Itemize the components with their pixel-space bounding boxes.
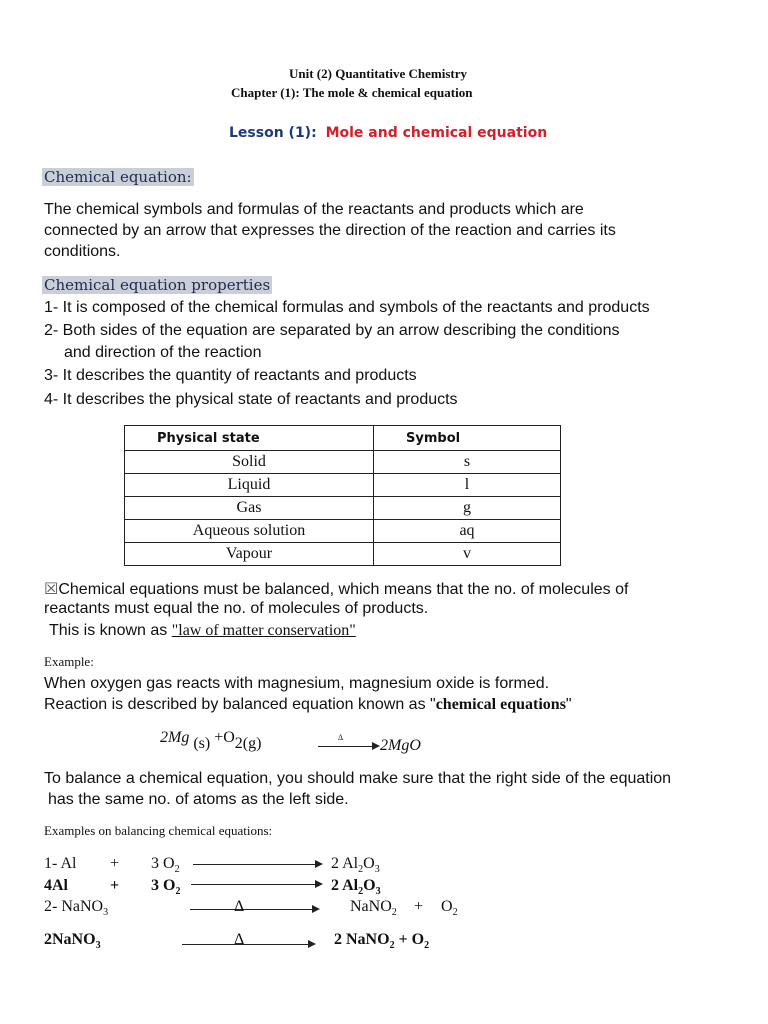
state-gas: (g) bbox=[242, 735, 262, 752]
eq4-reactant bbox=[44, 931, 101, 951]
chapter-title: Chapter (1): The mole & chemical equation bbox=[231, 85, 473, 100]
lesson-title: Mole and chemical equation bbox=[325, 125, 548, 141]
definition-line: connected by an arrow that expresses the direction of the reaction and carries its bbox=[44, 222, 616, 239]
reactant-mg: 2Mg bbox=[160, 729, 190, 746]
eq1-plus: + bbox=[110, 855, 120, 872]
symbol-cell: v bbox=[374, 543, 561, 566]
state-cell: Liquid bbox=[125, 474, 374, 497]
eq3-oxygen bbox=[441, 898, 458, 918]
delta-symbol: Δ bbox=[338, 733, 344, 742]
reaction-arrow bbox=[193, 864, 321, 865]
table-header-row bbox=[125, 426, 561, 451]
eq4-product bbox=[334, 931, 429, 951]
unit-title: Unit (2) Quantitative Chemistry bbox=[289, 66, 468, 81]
delta-symbol: Δ bbox=[234, 898, 245, 915]
example-line bbox=[44, 696, 572, 714]
balance-note-line bbox=[44, 579, 628, 599]
balance-text: Chemical equations must be balanced, which means that the no. of molecules of bbox=[58, 581, 629, 598]
table-row bbox=[125, 451, 561, 474]
table-row bbox=[125, 474, 561, 497]
magnesium-equation bbox=[160, 729, 262, 752]
reaction-arrow bbox=[191, 884, 321, 885]
state-cell: Vapour bbox=[125, 543, 374, 566]
symbol-cell: g bbox=[374, 497, 561, 520]
balance-note-line bbox=[49, 622, 356, 640]
property-item: 1- It is composed of the chemical formulas and symbols of the reactants and products bbox=[44, 299, 650, 316]
state-cell: Solid bbox=[125, 451, 374, 474]
reaction-arrow bbox=[182, 944, 314, 945]
eq2-plus: + bbox=[110, 877, 120, 894]
sub: 2 bbox=[424, 940, 430, 952]
property-item: 2- Both sides of the equation are separated by an arrow describing the conditions bbox=[44, 322, 620, 339]
eq1-reactant: 1- Al bbox=[44, 855, 77, 872]
balance-tip-line: has the same no. of atoms as the left side. bbox=[48, 791, 349, 808]
table-row bbox=[125, 543, 561, 566]
t: 3 O bbox=[151, 855, 175, 872]
physical-state-table bbox=[124, 425, 561, 566]
t: + O bbox=[398, 931, 425, 948]
definition-line: conditions. bbox=[44, 243, 121, 260]
text: Reaction is described by balanced equation known as " bbox=[44, 696, 436, 713]
column-header: Symbol bbox=[374, 426, 561, 451]
t: 2NaNO bbox=[44, 931, 96, 948]
text: " bbox=[565, 696, 572, 713]
property-item: 4- It describes the physical state of reactants and products bbox=[44, 391, 458, 408]
eq3-reactant bbox=[44, 898, 108, 918]
reactant-o: +O bbox=[214, 729, 235, 746]
t: 2 NaNO bbox=[334, 931, 390, 948]
state-cell: Aqueous solution bbox=[125, 520, 374, 543]
eq3-plus: + bbox=[414, 898, 424, 915]
state-solid: (s) bbox=[193, 735, 211, 752]
examples-label: Examples on balancing chemical equations: bbox=[44, 823, 273, 838]
reaction-arrow bbox=[318, 746, 378, 747]
properties-heading: Chemical equation properties bbox=[44, 276, 271, 294]
sub: 2 bbox=[452, 907, 458, 919]
property-item: and direction of the reaction bbox=[64, 344, 262, 361]
definition-line: The chemical symbols and formulas of the reactants and products which are bbox=[44, 201, 584, 218]
symbol-cell: s bbox=[374, 451, 561, 474]
t: O bbox=[363, 877, 376, 894]
lesson-heading bbox=[229, 125, 547, 141]
t: O bbox=[363, 855, 375, 872]
law-name: "law of matter conservation" bbox=[171, 622, 356, 639]
bold-term: chemical equations bbox=[435, 696, 566, 713]
sub: 2 bbox=[389, 940, 395, 952]
sub: 2 bbox=[174, 864, 180, 876]
balance-note-line: reactants must equal the no. of molecules of products. bbox=[44, 600, 429, 617]
example-line: When oxygen gas reacts with magnesium, magnesium oxide is formed. bbox=[44, 675, 550, 692]
eq1-oxygen bbox=[151, 855, 180, 875]
table-row bbox=[125, 520, 561, 543]
example-label: Example: bbox=[44, 654, 94, 669]
eq2-reactant: 4Al bbox=[44, 877, 68, 894]
balance-tip-line: To balance a chemical equation, you should make sure that the right side of the equation bbox=[44, 770, 672, 787]
sub: 2 bbox=[358, 864, 364, 876]
known-prefix: This is known as bbox=[49, 622, 168, 639]
eq3-product bbox=[350, 898, 397, 918]
table-row bbox=[125, 497, 561, 520]
state-cell: Gas bbox=[125, 497, 374, 520]
eq2-oxygen bbox=[151, 877, 180, 897]
sub: 2 bbox=[175, 886, 181, 898]
t: 3 O bbox=[151, 877, 176, 894]
lesson-label: Lesson (1): bbox=[229, 125, 317, 141]
chemical-equation-heading: Chemical equation: bbox=[44, 168, 192, 186]
t: 2- NaNO bbox=[44, 898, 104, 915]
sub: 3 bbox=[374, 864, 380, 876]
product-mgo: 2MgO bbox=[380, 737, 421, 754]
sub: 2 bbox=[391, 907, 397, 919]
eq1-product bbox=[331, 855, 380, 875]
sub: 3 bbox=[375, 886, 381, 898]
sub: 3 bbox=[95, 940, 101, 952]
t: 2 Al bbox=[331, 877, 359, 894]
t: 2 Al bbox=[331, 855, 359, 872]
column-header: Physical state bbox=[125, 426, 374, 451]
eq2-product bbox=[331, 877, 381, 897]
subscript: 2 bbox=[234, 735, 243, 752]
property-item: 3- It describes the quantity of reactants and products bbox=[44, 367, 417, 384]
symbol-cell: l bbox=[374, 474, 561, 497]
symbol-cell: aq bbox=[374, 520, 561, 543]
ballot-box-icon: ☒ bbox=[44, 581, 59, 598]
sub: 2 bbox=[358, 886, 364, 898]
t: O bbox=[441, 898, 453, 915]
sub: 3 bbox=[103, 907, 109, 919]
reaction-arrow bbox=[190, 909, 318, 910]
delta-symbol: Δ bbox=[234, 931, 245, 948]
t: NaNO bbox=[350, 898, 392, 915]
